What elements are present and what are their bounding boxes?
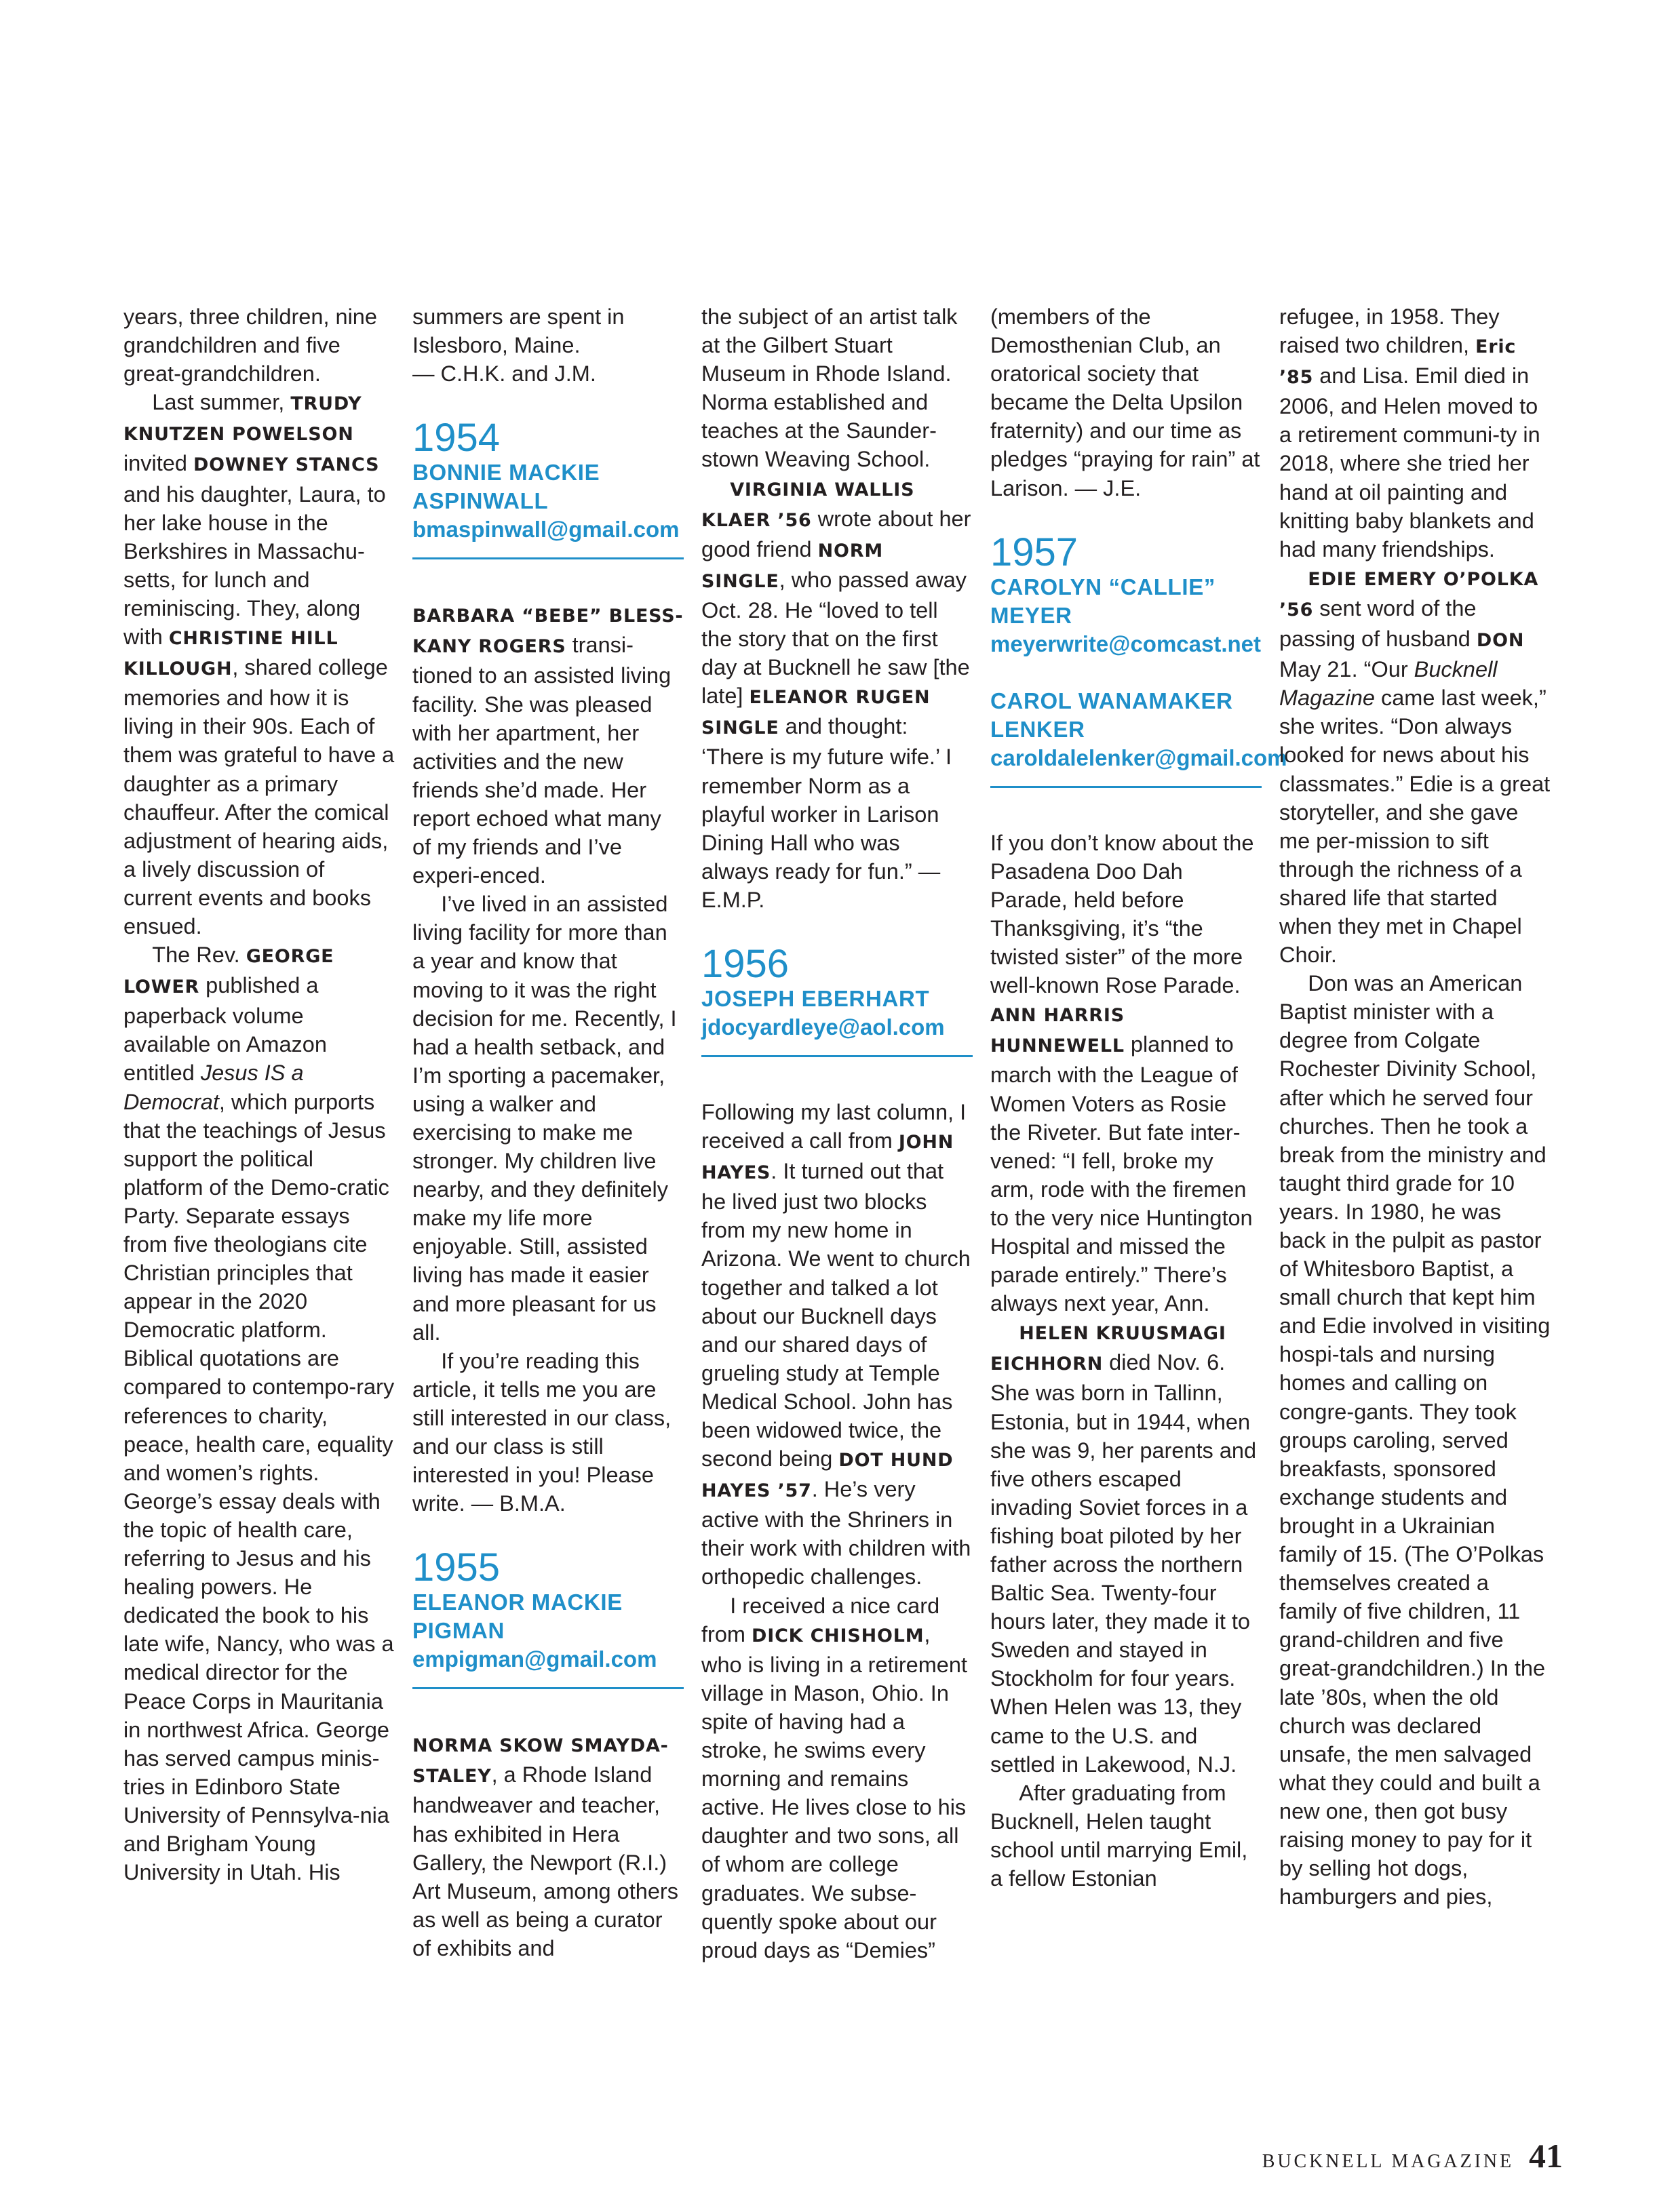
alumni-name: VIRGINIA WALLIS KLAER ’56: [701, 479, 915, 531]
alumni-name: DICK CHISHOLM: [752, 1625, 925, 1646]
section-divider: [412, 557, 684, 559]
paragraph: summers are spent in Islesboro, Maine. — C.H.K. and J.M.: [412, 304, 625, 387]
paragraph: EDIE EMERY O’POLKA ’56 sent word of the passing of husband DON May 21. “Our Bucknell Magazine came last week,” she writes. “Don always looked for news about his classmates.” Edie is a great storyteller, and she gave me per-mission to sift through the richness of a shared life that started when they met in Chapel Choir.: [1279, 568, 1551, 968]
paragraph: After graduating from Bucknell, Helen taught school until marrying Emil, a fellow Estonian: [990, 1780, 1248, 1891]
paragraph: Last summer, TRUDY KNUTZEN POWELSON invited DOWNEY STANCS and his daughter, Laura, to her lake house in the Berkshires in Massachu-setts, for lunch and reminiscing. They, along with CHRISTINE HILL KILLOUGH, shared college memories and how it is living in their 90s. Each of them was grateful to have a daughter as a primary chauffeur. After the comical adjustment of hearing aids, a lively discussion of current events and books ensued.: [123, 390, 395, 939]
paragraph: I received a nice card from DICK CHISHOLM, who is living in a retirement village in Mason, Ohio. In spite of having had a stroke, he swims every morning and remains active. He lives close to his daughter and two sons, all of whom are college graduates. We subse-quently spoke about our proud days as “Demies”: [701, 1593, 967, 1962]
correspondent-email-link[interactable]: jdocyardleye@aol.com: [701, 1014, 945, 1040]
alumni-name: HELEN KRUUSMAGI EICHHORN: [990, 1323, 1226, 1375]
alumni-name: BARBARA “BEBE” BLESS-KANY ROGERS: [412, 606, 684, 658]
paragraph: the subject of an artist talk at the Gilbert Stuart Museum in Rhode Island. Norma established and teaches at the Saunder-stown Weaving School.: [701, 304, 958, 472]
alumni-name: NORM SINGLE: [701, 540, 884, 592]
paragraph: Don was an American Baptist minister with a degree from Colgate Rochester Divinity School, after which he served four churches. Then he took a break from the ministry and taught third grade for 10 years. In 1980, he was back in the pulpit as pastor of Whitesboro Baptist, a small church that kept him and Edie involved in visiting hospi-tals and nursing homes and calling on congre-gants. They took groups caroling, served breakfasts, sponsored exchange students and brought in a Ukrainian family of 15. (The O’Polkas themselves created a family of five children, 11 grand-children and five great-grandchildren.) In the late ’80s, when the old church was declared unsafe, the men salvaged what they could and built a new one, then got busy raising money to pay for it by selling hot dogs, hamburgers and pies,: [1279, 971, 1551, 1910]
class-year-heading: 1955: [412, 1545, 501, 1590]
paragraph: If you don’t know about the Pasadena Doo Dah Parade, held before Thanksgiving, it’s “the twisted sister” of the more well-known Rose Parade. ANN HARRIS HUNNEWELL planned to march with the League of Women Voters as Rosie the Riveter. But fate inter-vened: “I fell, broke my arm, rode with the firemen to the very nice Huntington Hospital and missed the parade entirely.” There’s always next year, Ann.: [990, 830, 1254, 1316]
alumni-name: CHRISTINE HILL KILLOUGH: [123, 628, 338, 680]
page-number: 41: [1529, 2137, 1563, 2175]
alumni-name: TRUDY KNUTZEN POWELSON: [123, 393, 362, 446]
correspondent-email-link[interactable]: empigman@gmail.com: [412, 1646, 657, 1672]
paragraph: years, three children, nine grandchildren and five great-grandchildren.: [123, 304, 377, 387]
class-year-heading: 1954: [412, 416, 501, 460]
page-footer: [1262, 2136, 1563, 2175]
paragraph: HELEN KRUUSMAGI EICHHORN died Nov. 6. She was born in Tallinn, Estonia, but in 1944, when she was 9, her parents and five others escaped invading Soviet forces in a fishing boat piloted by her father across the northern Baltic Sea. Twenty-four hours later, they made it to Sweden and stayed in Stockholm for four years. When Helen was 13, they came to the U.S. and settled in Lakewood, N.J.: [990, 1323, 1257, 1777]
correspondent-email-link[interactable]: caroldalelenker@gmail.com: [990, 745, 1287, 770]
alumni-name: ANN HARRIS HUNNEWELL: [990, 1005, 1125, 1057]
alumni-name: EDIE EMERY O’POLKA ’56: [1279, 568, 1539, 620]
paragraph: VIRGINIA WALLIS KLAER ’56 wrote about her good friend NORM SINGLE, who passed away Oct. 28. He “loved to tell the story that on the first day at Bucknell he saw [the late] ELEANOR RUGEN SINGLE and thought: ‘There is my future wife.’ I remember Norm as a playful worker in Larison Dining Hall who was always ready for fun.” — E.M.P.: [701, 479, 971, 912]
alumni-name: DON: [1476, 630, 1525, 652]
correspondent-name: CAROL WANAMAKER LENKER: [990, 688, 1233, 742]
column-4: [990, 302, 1287, 1893]
paragraph: (members of the Demosthenian Club, an oratorical society that became the Delta Upsilon fraternity) and our time as pledges “praying for rain” at Larison. — J.E.: [990, 304, 1260, 500]
column-1: [123, 302, 395, 1887]
correspondent-name: BONNIE MACKIE ASPINWALL: [412, 460, 600, 514]
paragraph: Following my last column, I received a call from JOHN HAYES. It turned out that he lived just two blocks from my new home in Arizona. We went to church together and talked a lot about our Bucknell days and our shared days of grueling study at Temple Medical School. John has been widowed twice, the second being DOT HUND HAYES ’57. He’s very active with the Shriners in their work with children with orthopedic challenges.: [701, 1099, 971, 1589]
alumni-name: DOWNEY STANCS: [193, 454, 380, 476]
paragraph: BARBARA “BEBE” BLESS-KANY ROGERS transi-tioned to an assisted living facility. She was pleased with her apartment, her activities and the new friends she’d made. Her report echoed what many of my friends and I’ve experi-enced.: [412, 606, 684, 888]
paragraph: I’ve lived in an assisted living facility for more than a year and know that moving to it was the right decision for me. Recently, I had a health setback, and I’m sporting a pacemaker, using a walker and exercising to make me stronger. My children live nearby, and they definitely make my life more enjoyable. Still, assisted living has made it easier and more pleasant for us all.: [412, 892, 677, 1345]
class-year-heading: 1957: [990, 530, 1078, 574]
signature: — C.H.K. and J.M.: [412, 361, 596, 387]
paragraph: If you’re reading this article, it tells me you are still interested in our class, and our class is still interested in you! Please write. — B.M.A.: [412, 1348, 672, 1516]
column-5: [1279, 302, 1551, 1911]
magazine-name: BUCKNELL MAGAZINE: [1262, 2151, 1514, 2172]
section-divider: [701, 1055, 973, 1057]
correspondent-name: JOSEPH EBERHART: [701, 985, 930, 1011]
magazine-title: Bucknell Magazine: [1279, 657, 1498, 711]
alumni-name: DOT HUND HAYES ’57: [701, 1450, 954, 1502]
alumni-name: ELEANOR RUGEN SINGLE: [701, 687, 931, 739]
alumni-name: JOHN HAYES: [701, 1132, 954, 1184]
correspondent-email-link[interactable]: meyerwrite@comcast.net: [990, 631, 1262, 656]
correspondent-email-link[interactable]: bmaspinwall@gmail.com: [412, 517, 680, 542]
column-2: [412, 302, 684, 1962]
alumni-name: NORMA SKOW SMAYDA-STALEY: [412, 1735, 669, 1788]
alumni-name: GEORGE LOWER: [123, 946, 334, 998]
paragraph: The Rev. GEORGE LOWER published a paperback volume available on Amazon entitled Jesus IS a Democrat, which purports that the teachings of Jesus support the political platform of the Demo-cratic Party. Separate essays from five theologians cite Christian principles that appear in the 2020 Democratic platform. Biblical quotations are compared to contempo-rary references to charity, peace, health care, equality and women’s rights. George’s essay deals with the topic of health care, referring to Jesus and his healing powers. He dedicated the book to his late wife, Nancy, who was a medical director for the Peace Corps in Mauritania in northwest Africa. George has served campus minis-tries in Edinboro State University of Pennsylva-nia and Brigham Young University in Utah. His: [123, 943, 395, 1885]
class-year-heading: 1956: [701, 941, 790, 986]
alumni-name: Eric ’85: [1279, 336, 1517, 389]
paragraph: NORMA SKOW SMAYDA-STALEY, a Rhode Island handweaver and teacher, has exhibited in Hera Gallery, the Newport (R.I.) Art Museum, among others as well as being a curator of exhibits and: [412, 1735, 678, 1960]
book-title: Jesus IS a Democrat: [123, 1061, 304, 1114]
correspondent-name: ELEANOR MACKIE PIGMAN: [412, 1589, 623, 1644]
correspondent-name: CAROLYN “CALLIE” MEYER: [990, 574, 1216, 628]
section-divider: [990, 786, 1262, 788]
column-3: [701, 302, 973, 1964]
section-divider: [412, 1687, 684, 1689]
paragraph: refugee, in 1958. They raised two children, Eric ’85 and Lisa. Emil died in 2006, and Helen moved to a retirement communi-ty in 2018, where she tried her hand at oil painting and knitting baby blankets and had many friendships.: [1279, 304, 1540, 561]
